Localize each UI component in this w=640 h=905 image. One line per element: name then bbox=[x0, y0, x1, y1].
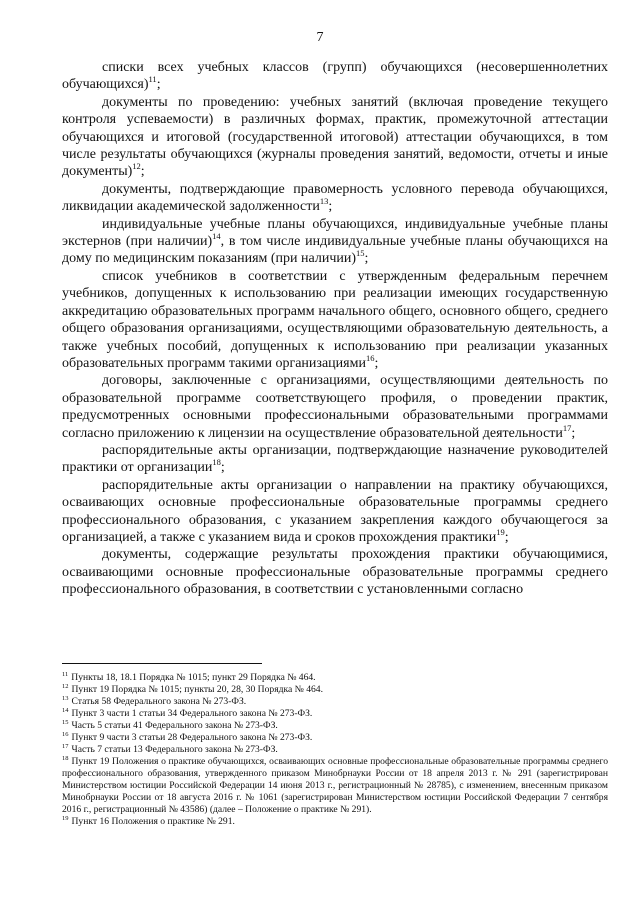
footnote-ref: 17 bbox=[562, 422, 572, 433]
paragraph bbox=[62, 181, 608, 216]
footnote-ref: 15 bbox=[356, 248, 365, 259]
footnote bbox=[62, 816, 608, 828]
footnote-text: Пункт 19 Положения о практике обучающихся, осваивающих основные профессиональные образовательные программы среднего профессионального образования, утвержденного приказом Минобрнауки России от 18 апреля 2013 г. № 291 (зарегистрирован Министерством юстиции Российской Федерации 14 июня 2013 г., регистрационный № 28785), с изменением, внесенным приказом Минобрнауки России от 18 августа 2016 г. № 1061 (зарегистрирован Министерством юстиции Российской Федерации 7 сентября 2016 г., регистрационный № 43586) (далее – Положение о практике № 291). bbox=[62, 756, 608, 815]
paragraph bbox=[62, 442, 608, 477]
paragraph-text: списки всех учебных классов (групп) обучающихся (несовершеннолетних обучающихся) bbox=[62, 60, 608, 93]
footnote-separator bbox=[62, 663, 262, 664]
footnotes bbox=[62, 672, 608, 828]
paragraph-text: договоры, заключенные с организациями, осуществляющими деятельность по образовательной программе соответствующего профиля, о проведении практик, предусмотренных основными профессиональными образовательными программами согласно приложению к лицензии на осуществление образовательной деятельности bbox=[62, 373, 608, 441]
footnote-ref: 11 bbox=[148, 74, 157, 85]
footnote-number: 12 bbox=[62, 683, 69, 690]
footnote-number: 16 bbox=[62, 731, 69, 738]
paragraph-text: документы, подтверждающие правомерность условного перевода обучающихся, ликвидации академической задолженности bbox=[62, 181, 608, 215]
footnote-number: 15 bbox=[62, 719, 69, 726]
footnote-number: 11 bbox=[62, 671, 69, 678]
paragraph bbox=[62, 94, 608, 181]
paragraph-text: документы по проведению: учебных занятий (включая проведение текущего контроля успеваемости) в различных формах, практик, промежуточной аттестации обучающихся и итоговой (государственной итоговой) аттестации обучающихся, в том числе результаты обучающихся (журналы проведения занятий, ведомости, отчеты и иные документы) bbox=[62, 94, 608, 180]
footnote bbox=[62, 756, 608, 816]
footnote-ref: 14 bbox=[212, 231, 221, 242]
footnote bbox=[62, 708, 608, 720]
footnote-ref: 19 bbox=[496, 526, 505, 537]
footnote bbox=[62, 672, 608, 684]
paragraph bbox=[62, 59, 608, 94]
footnote-text: Часть 5 статьи 41 Федерального закона № 273-ФЗ. bbox=[71, 720, 278, 731]
footnote-text: Пункт 9 части 3 статьи 28 Федерального закона № 273-ФЗ. bbox=[71, 732, 313, 743]
footnote bbox=[62, 720, 608, 732]
page-number: 7 bbox=[316, 30, 324, 45]
paragraph-tail: ; bbox=[504, 529, 509, 545]
footnote-ref: 12 bbox=[132, 161, 141, 172]
footnote-text: Пункт 16 Положения о практике № 291. bbox=[71, 816, 235, 827]
footnote bbox=[62, 744, 608, 756]
footnote-number: 18 bbox=[62, 755, 69, 762]
paragraph-tail: ; bbox=[140, 164, 145, 180]
footnote-ref: 16 bbox=[365, 352, 375, 363]
footnote-ref: 18 bbox=[212, 457, 221, 468]
paragraph-tail: , в том числе индивидуальные учебные планы обучающихся на дому по медицинским показаниям (при наличии) bbox=[62, 234, 608, 267]
paragraph bbox=[62, 546, 608, 598]
paragraph bbox=[62, 477, 608, 547]
paragraph bbox=[62, 268, 608, 372]
paragraph-text: документы, содержащие результаты прохождения практики обучающимися, осваивающими основные профессиональные образовательные программы среднего профессионального образования, в соответствии с установленными согласно bbox=[62, 547, 608, 598]
paragraph-tail: ; bbox=[220, 460, 225, 476]
paragraph-tail: ; bbox=[328, 199, 333, 215]
paragraph-tail: ; bbox=[571, 425, 576, 441]
footnote-text: Часть 7 статьи 13 Федерального закона № 273-ФЗ. bbox=[71, 744, 278, 755]
paragraph-text: список учебников в соответствии с утвержденным федеральным перечнем учебников, допущенных к использованию при реализации имеющих государственную аккредитацию образовательных программ начального общего, основного общего, среднего общего образования организациями, осуществляющими образовательную деятельность, а также учебных пособий, допущенных к использованию при реализации указанных образовательных программ такими организациями bbox=[62, 268, 608, 371]
footnote-text: Пункты 18, 18.1 Порядка № 1015; пункт 29 Порядка № 464. bbox=[71, 672, 316, 683]
paragraph-tail: ; bbox=[156, 77, 161, 93]
footnote-number: 19 bbox=[62, 815, 69, 822]
paragraph bbox=[62, 216, 608, 268]
footnote bbox=[62, 732, 608, 744]
footnote bbox=[62, 684, 608, 696]
paragraph-text: распорядительные акты организации о направлении на практику обучающихся, осваивающих основные профессиональные образовательные программы среднего профессионального образования, с указанием закрепления каждого обучающегося за организацией, а также с указанием вида и сроков прохождения практики bbox=[62, 477, 608, 545]
document-body bbox=[62, 59, 608, 599]
footnote-number: 13 bbox=[62, 695, 69, 702]
paragraph-text: индивидуальные учебные планы обучающихся, индивидуальные учебные планы экстернов (при наличии) bbox=[62, 216, 608, 250]
footnote-text: Пункт 3 части 1 статьи 34 Федерального закона № 273-ФЗ. bbox=[71, 708, 313, 719]
footnote-number: 14 bbox=[62, 707, 69, 714]
paragraph-text: распорядительные акты организации, подтверждающие назначение руководителей практики от организации bbox=[62, 442, 608, 476]
footnote-text: Статья 58 Федерального закона № 273-ФЗ. bbox=[71, 696, 247, 707]
footnote-number: 17 bbox=[62, 743, 69, 750]
footnote bbox=[62, 696, 608, 708]
paragraph-tail: ; bbox=[374, 355, 379, 371]
paragraph-tail: ; bbox=[364, 251, 369, 267]
paragraph bbox=[62, 372, 608, 442]
footnote-ref: 13 bbox=[319, 196, 329, 207]
footnote-text: Пункт 19 Порядка № 1015; пункты 20, 28, 30 Порядка № 464. bbox=[71, 684, 324, 695]
